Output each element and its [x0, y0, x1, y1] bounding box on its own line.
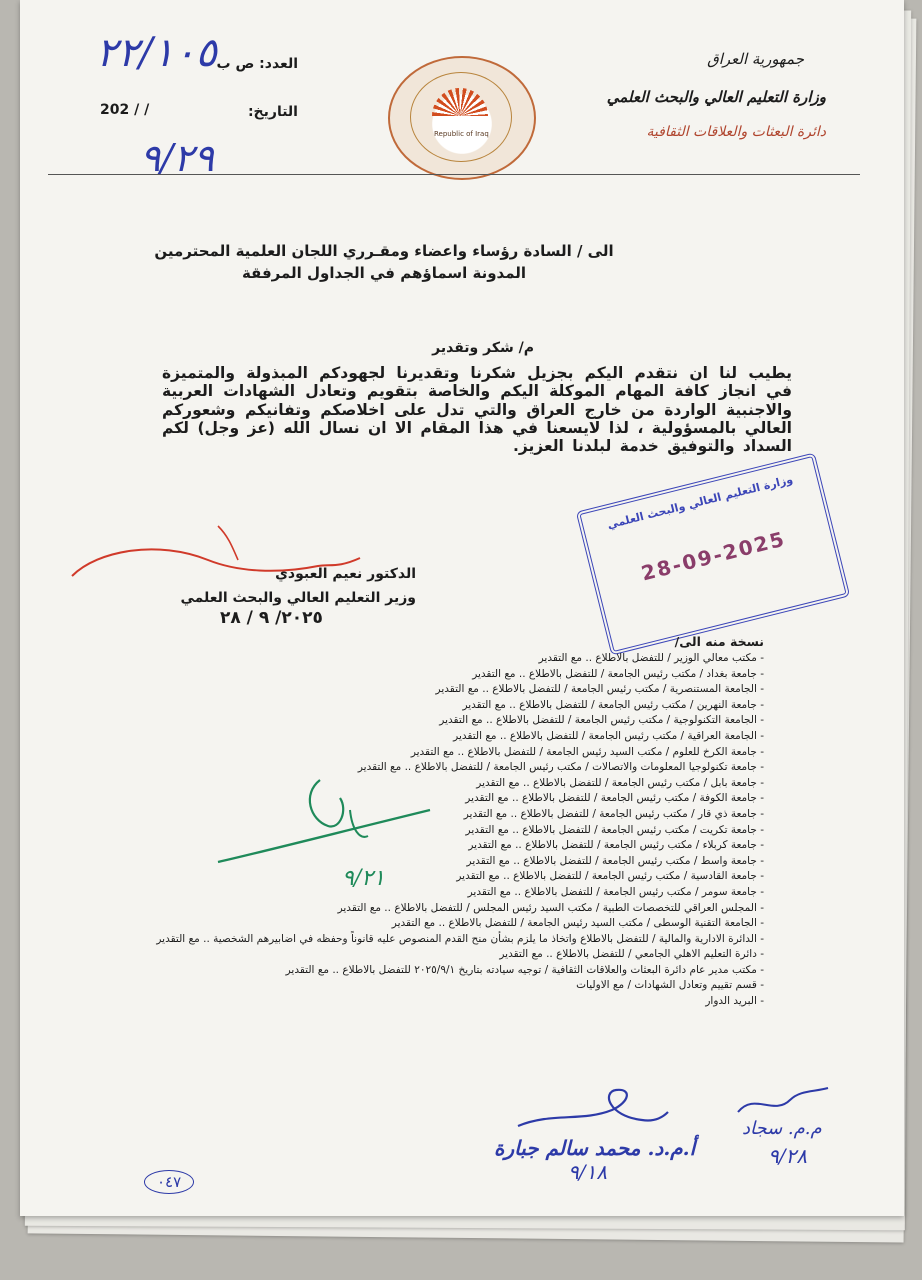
- circled-number: [144, 1170, 194, 1194]
- received-stamp: [576, 452, 850, 655]
- list-item: - جامعة ذي قار / مكتب رئيس الجامعة / للتفضل بالاطلاع .. مع التقدير: [463, 807, 764, 820]
- list-item: - الجامعة العراقية / مكتب رئيس الجامعة / للتفضل بالاطلاع .. مع التقدير: [453, 729, 764, 742]
- list-item: - مكتب معالي الوزير / للتفضل بالاطلاع .. مع التقدير: [538, 652, 764, 664]
- header-divider: [48, 174, 860, 175]
- list-item: - جامعة واسط / مكتب رئيس الجامعة / للتفضل بالاطلاع .. مع التقدير: [466, 854, 764, 867]
- logo-caption: Republic of Iraq: [434, 130, 489, 138]
- list-item: - جامعة سومر / مكتب رئيس الجامعة / للتفضل بالاطلاع .. مع التقدير: [467, 885, 764, 898]
- letter-body: يطيب لنا ان نتقدم اليكم بجزيل شكرنا وتقديرنا لجهودكم المبذولة والمتميزة في انجاز كافة المهام الموكلة اليكم والخاصة بتقويم وتعادل الشهادات العربية والاجنبية الواردة من خارج العراق والتي تدل على اخلاصكم وتفانيكم وشعوركم العالي بالمسؤولية ، لذا لايسعنا في هذا المقام الا ان نسال الله (عز وجل) لكم السداد والتوفيق خدمة لبلدنا العزيز.: [162, 364, 792, 456]
- subject-line: م/ شكر وتقدير: [432, 340, 534, 356]
- logo-inner-ring: [410, 72, 512, 162]
- reviewer-initials-right-date: ٩/٢٨: [768, 1144, 807, 1168]
- list-item: - جامعة الكوفة / مكتب رئيس الجامعة / للتفضل بالاطلاع .. مع التقدير: [465, 792, 764, 805]
- list-item: - جامعة بغداد / مكتب رئيس الجامعة / للتفضل بالاطلاع .. مع التقدير: [472, 667, 764, 680]
- right-signature-scribble: [734, 1082, 834, 1126]
- signature-green-icon: [210, 770, 450, 870]
- header-country: جمهورية العراق: [707, 50, 804, 68]
- handwritten-number: ٢٢/١٠٥: [96, 30, 217, 76]
- list-item: - جامعة كربلاء / مكتب رئيس الجامعة / للتفضل بالاطلاع .. مع التقدير: [468, 839, 764, 852]
- list-item: - جامعة النهرين / مكتب رئيس الجامعة / للتفضل بالاطلاع .. مع التقدير: [462, 698, 764, 711]
- copies-title: نسخة منه الى/: [674, 634, 764, 649]
- date-label: التاريخ:: [247, 104, 298, 120]
- document-page: [20, 0, 904, 1216]
- list-item: - جامعة الكرخ للعلوم / مكتب السيد رئيس الجامعة / للتفضل بالاطلاع .. مع التقدير: [410, 745, 764, 758]
- stamp-text: وزارة التعليم العالي والبحث العلمي: [605, 472, 795, 532]
- list-item: - قسم تقييم وتعادل الشهادات / مع الاوليات: [576, 979, 764, 992]
- header-ministry: وزارة التعليم العالي والبحث العلمي: [606, 88, 826, 106]
- reviewer-initials-center: أ.م.د. محمد سالم جبارة: [494, 1136, 696, 1160]
- list-item: - المجلس العراقي للتخصصات الطبية / مكتب السيد رئيس المجلس / للتفضل بالاطلاع .. مع التقدير: [337, 901, 764, 914]
- signature-date: ٢٠٢٥/ ٩ / ٢٨: [220, 608, 323, 628]
- list-item: - جامعة تكنولوجيا المعلومات والاتصالات / مكتب رئيس الجامعة / للتفضل بالاطلاع .. مع التقدير: [357, 761, 764, 774]
- list-item: - جامعة القادسية / مكتب رئيس الجامعة / للتفضل بالاطلاع .. مع التقدير: [456, 870, 764, 883]
- green-initials-date: ٩/٢١: [342, 866, 385, 891]
- signature-blue-small-icon: [734, 1082, 834, 1122]
- list-item: - جامعة بابل / مكتب رئيس الجامعة / للتفضل بالاطلاع .. مع التقدير: [476, 776, 764, 789]
- address-line-1: الى / السادة رؤساء واعضاء ومقـرري اللجان العلمية المحترمين: [154, 242, 614, 260]
- header-department: دائرة البعثات والعلاقات الثقافية: [646, 124, 826, 140]
- ministry-logo-seal: [388, 56, 536, 180]
- signature-blue-icon: [512, 1082, 672, 1142]
- stamp-date: 28-09-2025: [638, 526, 789, 586]
- blue-signature-scribble: [512, 1082, 672, 1146]
- list-item: - دائرة التعليم الاهلي الجامعي / للتفضل بالاطلاع .. مع التقدير: [499, 948, 764, 961]
- list-item: - الجامعة التقنية الوسطى / مكتب السيد رئيس الجامعة / للتفضل بالاطلاع .. مع التقدير: [391, 917, 764, 930]
- number-label: العدد: ص ب: [216, 56, 298, 72]
- signatory-name: الدكتور نعيم العبودي: [275, 566, 416, 582]
- list-item: - مكتب مدير عام دائرة البعثات والعلاقات الثقافية / توجيه سيادته بتاريخ ٢٠٢٥/٩/١ للتفضل بالاطلاع .. مع التقدير: [285, 963, 764, 976]
- handwritten-date: ٩/٢٩: [140, 136, 215, 180]
- address-line-2: المدونة اسماؤهم في الجداول المرفقة: [241, 264, 527, 282]
- date-value: 202 / /: [100, 102, 150, 118]
- list-item: - الدائرة الادارية والمالية / للتفضل بالاطلاع واتخاذ ما يلزم بشأن منح القدم المنصوص عليه قانوناً وحفظه في اضابيرهم الشخصية .. مع التقدير: [156, 932, 764, 945]
- list-item: - البريد الدوار: [705, 995, 764, 1008]
- signatory-title: وزير التعليم العالي والبحث العلمي: [180, 590, 416, 606]
- list-item: - جامعة تكريت / مكتب رئيس الجامعة / للتفضل بالاطلاع .. مع التقدير: [465, 823, 764, 836]
- list-item: - الجامعة المستنصرية / مكتب رئيس الجامعة / للتفضل بالاطلاع .. مع التقدير: [435, 683, 764, 696]
- list-item: - الجامعة التكنولوجية / مكتب رئيس الجامعة / للتفضل بالاطلاع .. مع التقدير: [439, 714, 764, 727]
- reviewer-initials-right: م.م. سجاد: [742, 1118, 822, 1139]
- green-signature-scribble: [210, 770, 450, 874]
- circled-number-text: ٠٤٧: [157, 1173, 182, 1191]
- reviewer-initials-center-date: ٩/١٨: [568, 1160, 607, 1184]
